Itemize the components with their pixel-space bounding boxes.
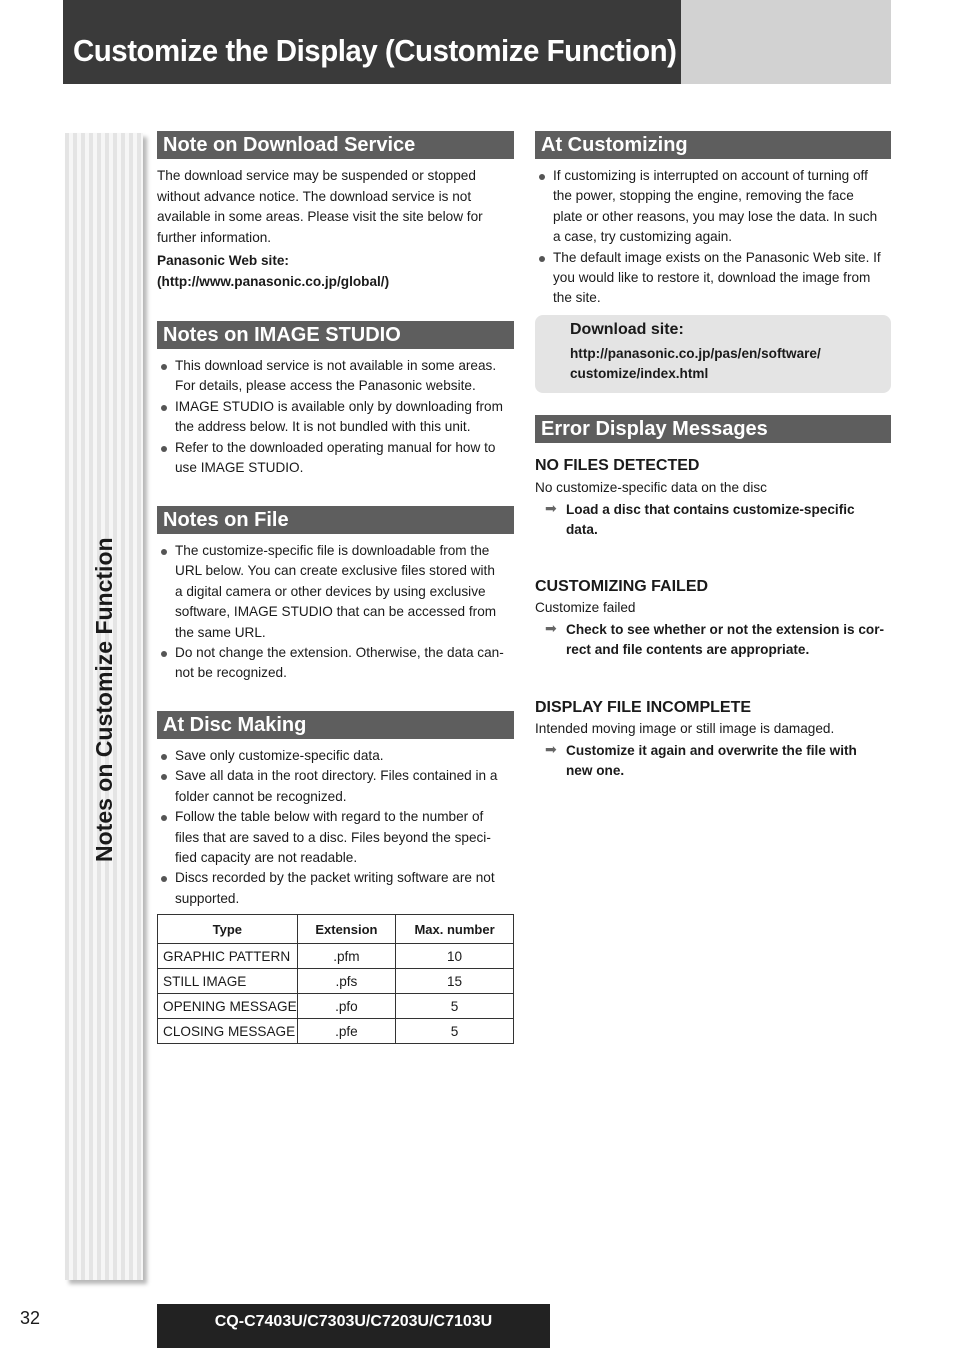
list-item: This download service is not available in some areas. For details, please access the Panasonic website. <box>157 356 517 397</box>
list-item: Save only customize-specific data. <box>157 746 517 766</box>
list-item: IMAGE STUDIO is available only by downloading from the address below. It is not bundled with this unit. <box>157 397 517 438</box>
error-title: DISPLAY FILE INCOMPLETE <box>535 699 752 716</box>
page-title: Customize the Display (Customize Function) <box>73 33 677 68</box>
column-header-extension: Extension <box>297 915 395 944</box>
table-row <box>158 944 514 969</box>
table-cell-type: STILL IMAGE <box>158 969 298 994</box>
arrow-right-icon: ➡ <box>545 500 557 516</box>
side-tab-label: Notes on Customize Function <box>91 537 117 862</box>
web-site-label: Panasonic Web site: <box>157 253 289 268</box>
disc-making-heading: At Disc Making <box>157 711 514 739</box>
table-cell-max-number: 15 <box>396 969 514 994</box>
download-site-label: Download site: <box>570 321 684 338</box>
error-description: No customize-specific data on the disc <box>535 480 767 495</box>
notes-file-list <box>157 541 517 684</box>
download-service-text: The download service may be suspended or stopped without advance notice. The download service is not available in some areas. Please visit the site below for further information. <box>157 168 483 245</box>
customizing-heading: At Customizing <box>535 131 891 159</box>
table-row <box>158 1019 514 1044</box>
web-site-url: (http://www.panasonic.co.jp/global/) <box>157 274 390 289</box>
list-item: The customize-specific file is downloadable from the URL below. You can create exclusive files stored with a digital camera or other devices by using exclusive software, IMAGE STUDIO that can be accessed from the same URL. <box>157 541 517 643</box>
error-action: ➡ Load a disc that contains customize-specific data. <box>545 500 855 537</box>
header-accent-block <box>681 0 891 84</box>
download-service-heading: Note on Download Service <box>157 131 514 159</box>
error-action: ➡ Customize it again and overwrite the file with new one. <box>545 741 857 778</box>
error-title: NO FILES DETECTED <box>535 457 700 474</box>
download-site-url: http://panasonic.co.jp/pas/en/software/ customize/index.html <box>570 346 821 381</box>
list-item: Do not change the extension. Otherwise, the data can- not be recognized. <box>157 643 517 684</box>
arrow-right-icon: ➡ <box>545 741 557 757</box>
table-cell-max-number: 5 <box>396 994 514 1019</box>
table-row <box>158 994 514 1019</box>
list-item: The default image exists on the Panasonic Web site. If you would like to restore it, download the image from the site. <box>535 248 893 309</box>
error-title: CUSTOMIZING FAILED <box>535 578 709 595</box>
table-cell-max-number: 10 <box>396 944 514 969</box>
table-cell-extension: .pfe <box>297 1019 395 1044</box>
table-cell-extension: .pfm <box>297 944 395 969</box>
arrow-right-icon: ➡ <box>545 620 557 636</box>
page-number: 32 <box>20 1308 41 1328</box>
column-header-type: Type <box>158 915 298 944</box>
table-cell-max-number: 5 <box>396 1019 514 1044</box>
column-header-max-number: Max. number <box>396 915 514 944</box>
customizing-list <box>535 166 893 309</box>
table-row <box>158 969 514 994</box>
list-item: Save all data in the root directory. Files contained in a folder cannot be recognized. <box>157 766 517 807</box>
table-cell-extension: .pfo <box>297 994 395 1019</box>
table-cell-type: GRAPHIC PATTERN <box>158 944 298 969</box>
image-studio-list <box>157 356 517 478</box>
list-item: Follow the table below with regard to the number of files that are saved to a disc. Files beyond the speci- fied capacity are not readable. <box>157 807 517 868</box>
disc-making-list <box>157 746 517 909</box>
list-item: If customizing is interrupted on account of turning off the power, stopping the engine, removing the face plate or other reasons, you may lose the data. In such a case, try customizing again. <box>535 166 893 248</box>
model-number: CQ-C7403U/C7303U/C7203U/C7103U <box>214 1313 493 1330</box>
error-description: Customize failed <box>535 600 636 615</box>
error-description: Intended moving image or still image is damaged. <box>535 721 835 736</box>
table-cell-type: CLOSING MESSAGE <box>158 1019 298 1044</box>
list-item: Discs recorded by the packet writing software are not supported. <box>157 868 517 909</box>
error-messages-heading: Error Display Messages <box>535 415 891 443</box>
image-studio-heading: Notes on IMAGE STUDIO <box>157 321 514 349</box>
disc-file-table <box>157 914 514 1044</box>
list-item: Refer to the downloaded operating manual for how to use IMAGE STUDIO. <box>157 438 517 479</box>
notes-file-heading: Notes on File <box>157 506 514 534</box>
table-header-row <box>158 915 514 944</box>
table-cell-extension: .pfs <box>297 969 395 994</box>
error-action: ➡ Check to see whether or not the extension is cor- rect and file contents are appropriate. <box>545 620 885 657</box>
table-cell-type: OPENING MESSAGE <box>158 994 298 1019</box>
